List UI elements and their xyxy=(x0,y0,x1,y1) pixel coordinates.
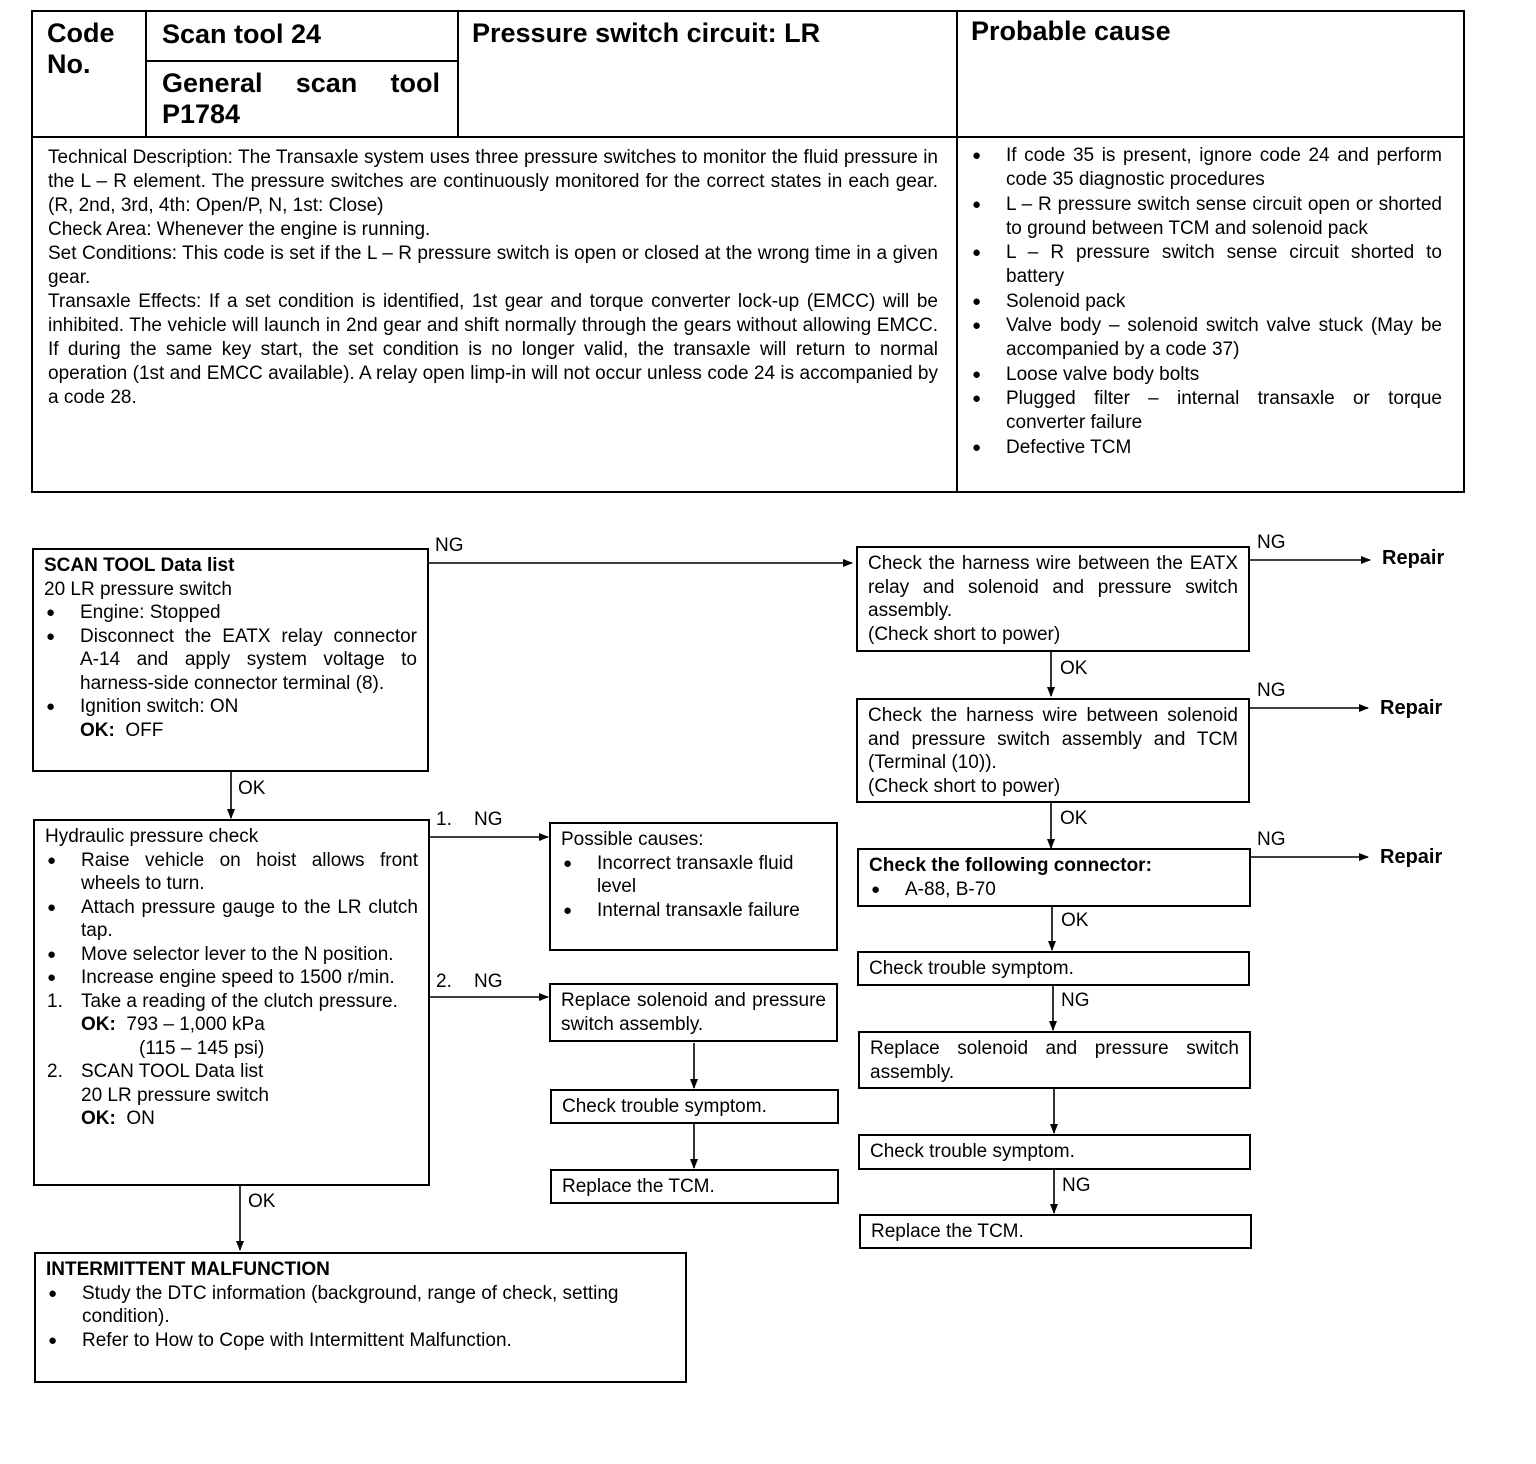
possible-cause-item: ● Incorrect transaxle fluid level xyxy=(561,852,826,899)
ok-value: OFF xyxy=(125,719,164,741)
label-ng2-number: 2. xyxy=(436,971,452,992)
label-ng-connector: NG xyxy=(1257,829,1286,850)
label-ng-top: NG xyxy=(435,535,464,556)
step-text: SCAN TOOL Data list xyxy=(81,1061,264,1082)
hyd-box-bullets xyxy=(45,849,418,990)
label-ng2: NG xyxy=(474,971,503,992)
probable-cause-item: ● Defective TCM xyxy=(970,436,1442,460)
label-ng1-number: 1. xyxy=(436,809,452,830)
harness-check-note: (Check short to power) xyxy=(868,623,1061,645)
step-number: 1. xyxy=(47,990,63,1012)
label-ok-harness2: OK xyxy=(1060,808,1088,829)
intermittent-item: ● Refer to How to Cope with Intermittent Malfunction. xyxy=(46,1329,675,1353)
hyd-step-1 xyxy=(45,990,418,1061)
harness-check-text: Check the harness wire between solenoid and pressure switch assembly and TCM (Terminal (10)). xyxy=(868,705,1238,773)
scan-box-ok xyxy=(44,719,417,743)
ok-label: OK: xyxy=(81,1108,116,1129)
technical-description-text: Technical Description: The Transaxle system uses three pressure switches to monitor the fluid pressure in the L – R element. The pressure switches are continuously monitored for the correct states in each gear. (R, 2nd, 3rd, 4th: Open/P, N, 1st: Close) xyxy=(48,147,938,216)
check-symptom-box-right-2: Check trouble symptom. xyxy=(858,1134,1251,1170)
hyd-box-steps xyxy=(45,990,418,1131)
probable-cause-item: ● L – R pressure switch sense circuit open or shorted to ground between TCM and solenoid pack xyxy=(970,193,1442,242)
repair-label-1: Repair xyxy=(1382,547,1445,569)
scan-tool-code: Scan tool 24 xyxy=(162,19,322,49)
scan-box-line1: 20 LR pressure switch xyxy=(44,578,232,600)
check-symptom-box-mid: Check trouble symptom. xyxy=(550,1089,839,1124)
intermittent-malfunction-box xyxy=(34,1252,687,1383)
label-ok-scan: OK xyxy=(238,778,266,799)
replace-solenoid-box-mid: Replace solenoid and pressure switch assembly. xyxy=(549,983,838,1042)
hyd-box-bullet: ● Raise vehicle on hoist allows front wheels to turn. xyxy=(45,849,418,896)
step-text-2: 20 LR pressure switch xyxy=(81,1084,269,1106)
hyd-box-bullet: ● Move selector lever to the N position. xyxy=(45,943,418,967)
connector-check-box xyxy=(857,848,1251,907)
label-ng-harness1: NG xyxy=(1257,532,1286,553)
label-ok-hyd: OK xyxy=(248,1191,276,1212)
scan-box-bullet: ● Disconnect the EATX relay connector A-14 and apply system voltage to harness-side connector terminal (8). xyxy=(44,625,417,696)
ok-value: 793 – 1,000 kPa xyxy=(126,1014,265,1035)
possible-causes-list xyxy=(561,852,826,923)
hyd-box-title: Hydraulic pressure check xyxy=(45,826,259,847)
step-text: Take a reading of the clutch pressure. xyxy=(81,990,398,1012)
probable-cause-item: ● Loose valve body bolts xyxy=(970,363,1442,387)
ok-value: ON xyxy=(126,1108,155,1129)
harness-check-note: (Check short to power) xyxy=(868,775,1061,797)
scan-box-bullets xyxy=(44,601,417,719)
connector-list xyxy=(869,878,1239,902)
step-ok xyxy=(81,1107,418,1131)
probable-cause-item: ● Valve body – solenoid switch valve stuck (May be accompanied by a code 37) xyxy=(970,314,1442,363)
probable-cause-label: Probable cause xyxy=(971,16,1171,46)
possible-causes-title: Possible causes: xyxy=(561,829,704,850)
step-ok xyxy=(81,1013,418,1037)
ok-label: OK: xyxy=(81,1014,116,1035)
label-ng-harness2: NG xyxy=(1257,680,1286,701)
set-conditions-text: Set Conditions: This code is set if the L – R pressure switch is open or closed at the wrong time in a given gear. xyxy=(48,243,938,288)
code-no-label: Code No. xyxy=(47,18,115,79)
dtc-title: Pressure switch circuit: LR xyxy=(472,18,821,48)
scan-tool-data-box xyxy=(32,548,429,772)
hyd-box-bullet: ● Increase engine speed to 1500 r/min. xyxy=(45,966,418,990)
probable-cause-item: ● Solenoid pack xyxy=(970,290,1442,314)
check-area-text: Check Area: Whenever the engine is running. xyxy=(48,219,431,240)
scan-box-bullet: ● Engine: Stopped xyxy=(44,601,417,625)
label-ng1: NG xyxy=(474,809,503,830)
hyd-step-2 xyxy=(45,1060,418,1131)
harness-check-box-1 xyxy=(856,546,1250,652)
replace-tcm-box-mid: Replace the TCM. xyxy=(550,1169,839,1204)
ok-value-psi: (115 – 145 psi) xyxy=(139,1037,265,1059)
step-number: 2. xyxy=(47,1061,63,1082)
replace-tcm-box-right: Replace the TCM. xyxy=(859,1214,1252,1249)
hyd-box-bullet: ● Attach pressure gauge to the LR clutch tap. xyxy=(45,896,418,943)
transaxle-effects-text: Transaxle Effects: If a set condition is identified, 1st gear and torque converter lock-up (EMCC) will be inhibited. The vehicle will launch in 2nd gear and shift normally through the gears without allowing EMCC. If during the same key start, the set condition is no longer valid, the transaxle will return to normal operation (1st and EMCC available). A relay open limp-in will not occur unless code 24 is accompanied by a code 28. xyxy=(48,291,938,408)
ok-label: OK: xyxy=(80,719,115,741)
repair-label-2: Repair xyxy=(1380,697,1443,719)
repair-label-3: Repair xyxy=(1380,846,1443,868)
connector-check-title: Check the following connector: xyxy=(869,855,1152,876)
probable-cause-item: ● Plugged filter – internal transaxle or torque converter failure xyxy=(970,387,1442,436)
label-ng-symptom1: NG xyxy=(1061,990,1090,1011)
connector-item: ● A-88, B-70 xyxy=(869,878,1239,902)
label-ok-harness1: OK xyxy=(1060,658,1088,679)
harness-check-box-2 xyxy=(856,698,1250,803)
probable-cause-item: ● If code 35 is present, ignore code 24 and perform code 35 diagnostic procedures xyxy=(970,144,1442,193)
check-symptom-box-right-1: Check trouble symptom. xyxy=(857,951,1250,986)
label-ok-connector: OK xyxy=(1061,910,1089,931)
intermittent-item: ● Study the DTC information (background, range of check, setting condition). xyxy=(46,1282,675,1329)
intermittent-list xyxy=(46,1282,675,1353)
scan-box-title: SCAN TOOL Data list xyxy=(44,555,235,576)
probable-cause-item: ● L – R pressure switch sense circuit shorted to battery xyxy=(970,241,1442,290)
general-scan-tool-code: General scan tool P1784 xyxy=(162,68,440,129)
scan-box-bullet: ● Ignition switch: ON xyxy=(44,695,417,719)
harness-check-text: Check the harness wire between the EATX relay and solenoid and pressure switch assembly. xyxy=(868,553,1238,621)
hydraulic-pressure-box xyxy=(33,819,430,1186)
possible-causes-box xyxy=(549,822,838,951)
replace-solenoid-box-right: Replace solenoid and pressure switch assembly. xyxy=(858,1031,1251,1089)
possible-cause-item: ● Internal transaxle failure xyxy=(561,899,826,923)
intermittent-title: INTERMITTENT MALFUNCTION xyxy=(46,1259,330,1280)
label-ng-symptom2: NG xyxy=(1062,1175,1091,1196)
